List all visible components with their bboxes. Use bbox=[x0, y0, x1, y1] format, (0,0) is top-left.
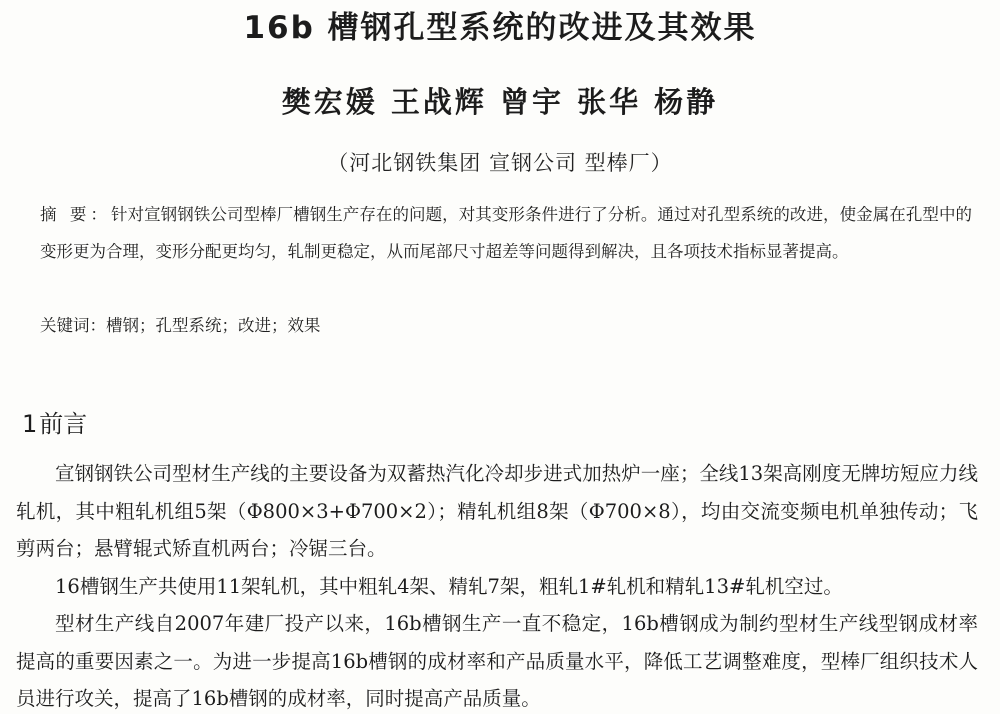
abstract bbox=[40, 196, 972, 270]
body-text bbox=[16, 455, 978, 718]
paper-title: 16b 槽钢孔型系统的改进及其效果 bbox=[243, 10, 757, 46]
section-heading bbox=[22, 404, 87, 439]
paragraph: 16槽钢生产共使用11架轧机，其中粗轧4架、精轧7架，粗轧1#轧机和精轧13#轧机空过。 bbox=[55, 574, 843, 598]
section-title: 前言 bbox=[39, 410, 88, 438]
paragraph: 型材生产线自2007年建厂投产以来，16b槽钢生产一直不稳定，16b槽钢成为制约型材生产线型钢成材率提高的重要因素之一。为进一步提高16b槽钢的成材率和产品质量水平，降低工艺调整难度，型棒厂组织技术人员进行攻关，提高了16b槽钢的成材率，同时提高产品质量。 bbox=[16, 612, 978, 710]
section-number: 1 bbox=[22, 410, 38, 438]
keywords: 关键词：槽钢；孔型系统；改进；效果 bbox=[40, 316, 321, 335]
paper-affiliation: （河北钢铁集团 宣钢公司 型棒厂） bbox=[327, 151, 673, 175]
paragraph: 宣钢钢铁公司型材生产线的主要设备为双蓄热汽化冷却步进式加热炉一座；全线13架高刚度无牌坊短应力线轧机，其中粗轧机组5架（Φ800×3+Φ700×2）；精轧机组8架（Φ700×8），均由交流变频电机单独传动；飞剪两台；悬臂辊式矫直机两台；冷锯三台。 bbox=[16, 462, 978, 560]
abstract-text: 针对宣钢钢铁公司型棒厂槽钢生产存在的问题，对其变形条件进行了分析。通过对孔型系统的改进，使金属在孔型中的变形更为合理，变形分配更均匀，轧制更稳定，从而尾部尺寸超差等问题得到解决，且各项技术指标显著提高。 bbox=[40, 205, 972, 261]
paper-authors: 樊宏媛 王战辉 曾宇 张华 杨静 bbox=[281, 85, 719, 119]
abstract-label: 摘 要： bbox=[40, 205, 111, 224]
